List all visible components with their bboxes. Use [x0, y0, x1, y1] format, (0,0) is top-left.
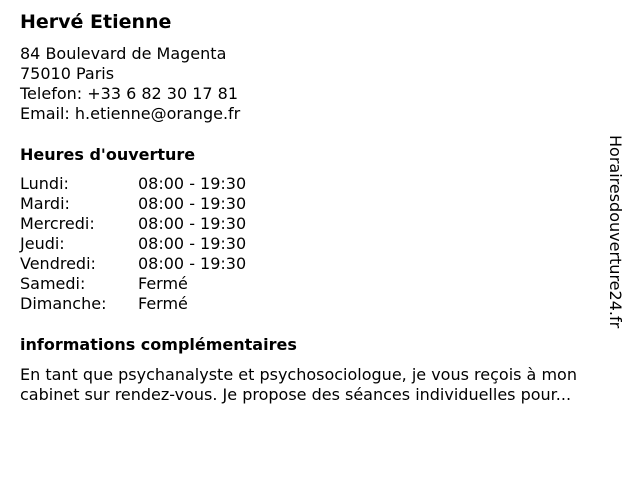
hours-heading: Heures d'ouverture — [20, 145, 196, 164]
day-label: Mercredi: — [20, 214, 95, 233]
time-value: Fermé — [138, 274, 188, 293]
hours-row-saturday — [20, 274, 246, 294]
info-description: En tant que psychanalyste et psychosociologue, je vous reçois à mon cabinet sur rendez-vous. Je propose des séances individuelles pour... — [20, 365, 577, 404]
day-label: Samedi: — [20, 274, 86, 293]
hours-row-thursday — [20, 234, 246, 254]
hours-row-friday — [20, 254, 246, 274]
address-street: 84 Boulevard de Magenta — [20, 44, 227, 63]
contact-block — [20, 44, 240, 124]
info-heading: informations complémentaires — [20, 335, 297, 354]
phone-number: Telefon: +33 6 82 30 17 81 — [20, 84, 239, 103]
day-label: Dimanche: — [20, 294, 107, 313]
hours-row-wednesday — [20, 214, 246, 234]
hours-row-monday — [20, 174, 246, 194]
time-value: 08:00 - 19:30 — [138, 174, 247, 193]
day-label: Jeudi: — [20, 234, 65, 253]
email-address: Email: h.etienne@orange.fr — [20, 104, 241, 123]
site-watermark: Horairesdouverture24.fr — [606, 135, 625, 329]
time-value: 08:00 - 19:30 — [138, 254, 247, 273]
business-name: Hervé Etienne — [20, 11, 172, 33]
address-city: 75010 Paris — [20, 64, 115, 83]
time-value: 08:00 - 19:30 — [138, 234, 247, 253]
time-value: Fermé — [138, 294, 188, 313]
day-label: Mardi: — [20, 194, 70, 213]
time-value: 08:00 - 19:30 — [138, 194, 247, 213]
time-value: 08:00 - 19:30 — [138, 214, 247, 233]
hours-row-tuesday — [20, 194, 246, 214]
opening-hours-list — [20, 174, 246, 314]
day-label: Vendredi: — [20, 254, 96, 273]
hours-row-sunday — [20, 294, 246, 314]
day-label: Lundi: — [20, 174, 69, 193]
